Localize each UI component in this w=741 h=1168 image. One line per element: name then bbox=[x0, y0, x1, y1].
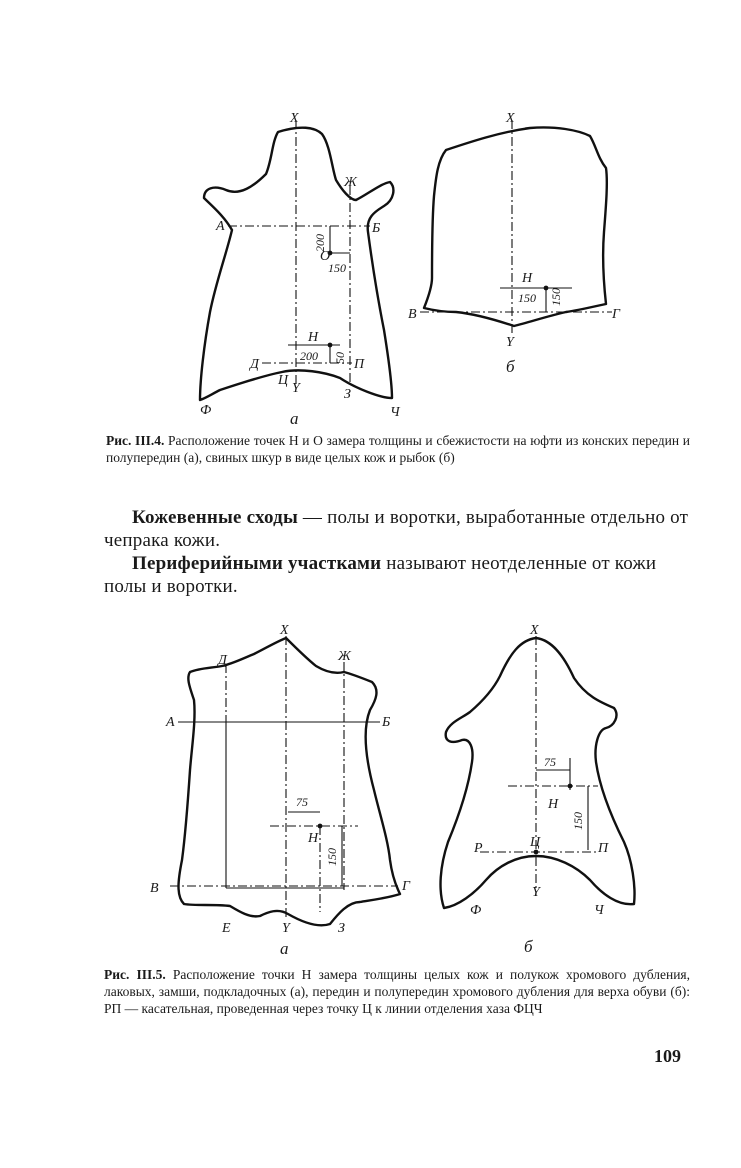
fig5b-label-f: Ф bbox=[470, 903, 482, 918]
fig4a-point-n bbox=[328, 343, 333, 348]
fig5b-diagram bbox=[441, 623, 635, 956]
fig4a-label-200b: 200 bbox=[300, 349, 318, 363]
fig4b-label-150: 150 bbox=[518, 291, 536, 305]
fig4a-label-o: О bbox=[320, 249, 331, 264]
fig5-caption-number: Рис. III.5. bbox=[104, 967, 166, 982]
fig5a-label-zh: Ж bbox=[338, 649, 351, 664]
fig5b-outline bbox=[441, 638, 635, 908]
fig4b-diagram bbox=[408, 111, 621, 376]
fig5a-diagram bbox=[150, 623, 411, 958]
fig4a-label-d: Д bbox=[250, 357, 259, 372]
fig4a-label-b: Б bbox=[372, 221, 381, 236]
fig5b-label-n: Н bbox=[548, 797, 559, 812]
fig4-caption-number: Рис. III.4. bbox=[106, 433, 165, 448]
fig4a-label-ch: Ч bbox=[390, 405, 400, 420]
fig5b-label-r: Р bbox=[474, 841, 483, 856]
fig4-caption bbox=[106, 432, 690, 466]
fig4a-label-x: Х bbox=[290, 111, 299, 126]
fig5a-label-v: В bbox=[150, 881, 159, 896]
fig5b-label-y: Y bbox=[532, 885, 540, 900]
page-number: 109 bbox=[654, 1046, 681, 1066]
fig5b-point-ts bbox=[534, 850, 539, 855]
fig4a-label-ts: Ц bbox=[278, 373, 289, 388]
fig4a-label-f: Ф bbox=[200, 403, 212, 418]
fig5-caption-text: Расположение точки Н замера толщины целых кож и полукож хромового дубления, лаковых, замши, подкладочных (а), передин и полупередин хромового дубления для верха обуви (б): РП — касательная, проведенная через точку Ц к линии отделения хаза ФЦЧ bbox=[104, 967, 691, 1016]
fig5a-label-n: Н bbox=[308, 831, 319, 846]
fig5b-label-ch: Ч bbox=[594, 903, 604, 918]
fig4a-diagram bbox=[200, 111, 401, 428]
fig4a-sublabel: а bbox=[290, 409, 299, 428]
fig5a-label-y: Y bbox=[282, 921, 290, 936]
fig5-caption bbox=[104, 966, 690, 1017]
fig5b-sublabel: б bbox=[524, 937, 533, 956]
fig4b-label-v: В bbox=[408, 307, 417, 322]
fig5a-label-e: Е bbox=[222, 921, 231, 936]
fig4b-outline bbox=[424, 127, 607, 326]
fig5a-sublabel: а bbox=[280, 939, 289, 958]
paragraph-1-text: — полы и воротки, выработанные отдельно от чепрака кожи. bbox=[104, 507, 689, 551]
fig4b-label-x: Х bbox=[506, 111, 515, 126]
fig4b-label-y: Y bbox=[506, 335, 514, 350]
fig5a-label-a: А bbox=[166, 715, 175, 730]
fig5a-label-150: 150 bbox=[325, 848, 339, 866]
fig4b-label-150v: 150 bbox=[549, 288, 563, 306]
fig4a-label-zh: Ж bbox=[344, 175, 357, 190]
fig4b-label-g: Г bbox=[612, 307, 620, 322]
fig5b-label-x: Х bbox=[530, 623, 539, 638]
fig5a-label-b: Б bbox=[382, 715, 391, 730]
fig4a-label-200: 200 bbox=[313, 234, 327, 252]
paragraph-2-term: Периферийными участками bbox=[132, 553, 382, 574]
fig4a-label-n: Н bbox=[308, 330, 319, 345]
fig4-caption-text: Расположение точек Н и О замера толщины и сбежистости на юфти из конских передин и полупередин (а), свиных шкур в виде целых кож и рыбок (б) bbox=[106, 433, 690, 465]
fig5a-label-75: 75 bbox=[296, 795, 308, 809]
fig5b-label-75: 75 bbox=[544, 755, 556, 769]
paragraph-1-term: Кожевенные сходы bbox=[132, 507, 298, 528]
fig4b-sublabel: б bbox=[506, 357, 515, 376]
fig4a-label-150: 150 bbox=[328, 261, 346, 275]
fig5a-label-g: Г bbox=[402, 879, 410, 894]
fig5a-point-n bbox=[318, 824, 323, 829]
fig4b-point-n bbox=[544, 286, 549, 291]
paragraph-2 bbox=[104, 552, 690, 598]
paragraph-1 bbox=[104, 506, 690, 552]
fig4a-label-z: З bbox=[344, 387, 351, 402]
fig5a-outline bbox=[179, 638, 401, 925]
fig4a-outline bbox=[200, 128, 393, 400]
fig4b-label-n: Н bbox=[522, 271, 533, 286]
fig4a-label-a: А bbox=[216, 219, 225, 234]
fig4a-label-y: Y bbox=[292, 381, 300, 396]
fig4a-label-50: 50 bbox=[333, 352, 347, 364]
fig5b-label-ts: Ц bbox=[530, 835, 541, 850]
paragraph-2-text: называют неотделенные от кожи полы и воротки. bbox=[104, 553, 657, 597]
fig5a-label-x: Х bbox=[280, 623, 289, 638]
fig5b-label-p: П bbox=[598, 841, 609, 856]
fig5a-label-d: Д bbox=[218, 653, 227, 668]
fig5a-label-z: З bbox=[338, 921, 345, 936]
fig5b-label-150: 150 bbox=[571, 812, 585, 830]
fig4a-label-p: П bbox=[354, 357, 365, 372]
fig5b-point-n bbox=[568, 784, 573, 789]
